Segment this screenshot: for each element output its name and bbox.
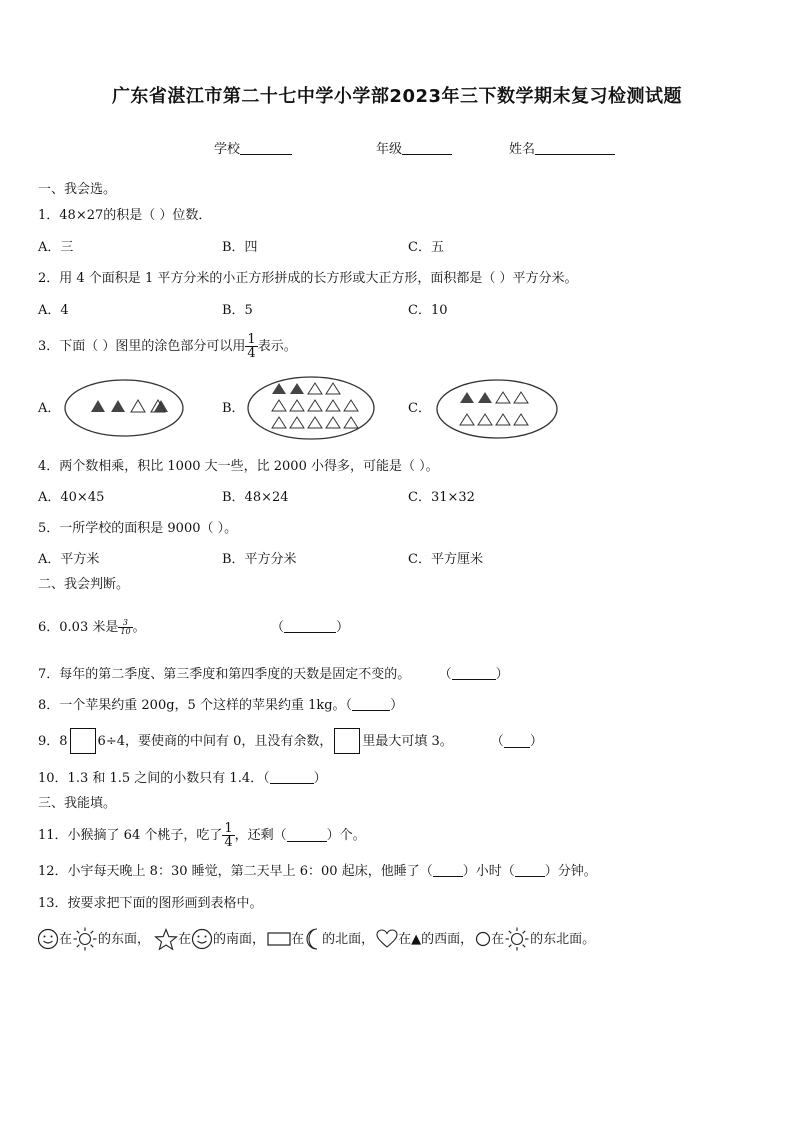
q3-fraction: [245, 333, 257, 360]
q4-option-b[interactable]: B．48×24: [222, 490, 289, 505]
smiley-icon: [191, 928, 213, 950]
q13-instructions: [37, 926, 595, 952]
name-label: 姓名: [509, 142, 536, 157]
heart-icon: [376, 929, 398, 949]
q6-answer[interactable]: [271, 620, 349, 634]
page-title: 广东省湛江市第二十七中学小学部2023年三下数学期末复习检测试题: [111, 86, 683, 107]
triangle-empty: [308, 417, 322, 428]
ellipse-outline: [248, 377, 374, 439]
question-3: [38, 328, 297, 364]
q1-option-a[interactable]: A．三: [38, 240, 74, 255]
triangle-empty: [308, 383, 322, 394]
q11-answer-blank[interactable]: [287, 829, 327, 842]
q11-fraction: [222, 822, 234, 849]
q4-option-c[interactable]: C．31×32: [408, 490, 475, 505]
q3-option-c[interactable]: C．: [408, 401, 431, 416]
q9-paren-right: ）: [529, 733, 543, 749]
q12-minutes-blank[interactable]: [515, 864, 545, 877]
sun-icon: [504, 926, 530, 952]
q12-hours-blank[interactable]: [433, 864, 463, 877]
q1-option-c[interactable]: C．五: [408, 240, 444, 255]
q9-digit-box-2: [334, 728, 360, 754]
circle-icon: [475, 931, 491, 947]
q10-paren-right: ）: [313, 771, 327, 786]
q6-paren-left: （: [271, 620, 285, 635]
sun-icon: [72, 926, 98, 952]
triangle-empty: [344, 400, 358, 411]
section-heading-3: 三、我能填。: [38, 796, 117, 811]
q13-zai-4: 在: [398, 931, 412, 947]
question-12: [38, 864, 597, 878]
q6-fraction-denominator: 10: [120, 626, 131, 636]
q3-figure-a[interactable]: [63, 377, 185, 439]
q1-option-b[interactable]: B．四: [222, 240, 258, 255]
triangle-empty: [326, 400, 340, 411]
q11-text-pre: 11．小猴摘了 64 个桃子，吃了: [38, 827, 223, 843]
question-11: [38, 819, 366, 851]
q8-answer-blank[interactable]: [352, 698, 390, 711]
school-field: [214, 142, 292, 156]
q9-answer-blank[interactable]: [504, 735, 530, 748]
triangle-empty: [514, 414, 528, 425]
q9-digit-box[interactable]: [70, 728, 96, 754]
q3-fraction-denominator: 4: [247, 345, 256, 361]
q13-part-3: 的北面，: [322, 931, 375, 947]
triangle-empty: [478, 414, 492, 425]
question-1: 1．48×27的积是（ ）位数．: [38, 208, 212, 223]
q7-paren-left: （: [438, 667, 452, 682]
q12-text-mid: ）小时（: [462, 864, 515, 879]
q8-paren-right: ）: [390, 698, 404, 713]
q3-option-a[interactable]: A．: [38, 401, 61, 416]
q13-part-5: 的东北面。: [530, 931, 596, 947]
q6-text-pre: 6．0.03 米是: [38, 619, 119, 635]
triangle-filled: [91, 400, 105, 412]
question-8: [38, 698, 403, 712]
q6-answer-blank[interactable]: [284, 620, 336, 633]
q3-text-post: 表示。: [257, 338, 297, 354]
q3-figure-b[interactable]: [246, 374, 376, 442]
q8-text: 8．一个苹果约重 200g，5 个这样的苹果约重 1kg。: [38, 698, 346, 713]
q6-fraction-numerator: 3: [122, 617, 128, 627]
triangle-empty: [496, 414, 510, 425]
q7-paren-right: ）: [495, 667, 509, 682]
q5-option-b[interactable]: B．平方分米: [222, 552, 297, 567]
triangle-empty: [272, 417, 286, 428]
q13-part-1: 的东面，: [98, 931, 151, 947]
triangle-empty: [131, 400, 145, 412]
triangle-empty: [344, 417, 358, 428]
q6-text-post: 。: [132, 619, 146, 635]
triangle-empty: [326, 383, 340, 394]
q3-fraction-numerator: 1: [247, 331, 256, 347]
q3-figure-c[interactable]: [435, 377, 559, 441]
grade-label: 年级: [376, 142, 403, 157]
q11-fraction-numerator: 1: [224, 820, 233, 836]
triangle-filled: [460, 392, 474, 403]
question-9: [38, 727, 543, 755]
q11-fraction-denominator: 4: [224, 834, 233, 850]
q5-option-a[interactable]: A．平方米: [38, 552, 100, 567]
grade-field: [376, 142, 452, 156]
q2-option-c[interactable]: C．10: [408, 303, 448, 318]
q10-paren-left: （: [263, 771, 270, 786]
q12-text-post: ）分钟。: [544, 864, 597, 879]
q2-option-b[interactable]: B．5: [222, 303, 253, 318]
question-6: [38, 612, 146, 642]
q6-fraction: [118, 619, 132, 636]
q10-text: 10．1.3 和 1.5 之间的小数只有 1.4．: [38, 771, 264, 786]
triangle-empty: [460, 414, 474, 425]
name-field: [509, 142, 615, 156]
q10-answer-blank[interactable]: [270, 771, 314, 784]
question-7: [38, 667, 509, 681]
q12-text-pre: 12．小宇每天晚上 8：30 睡觉，第二天早上 6：00 起床，他睡了（: [38, 864, 433, 879]
q11-text-post: ）个。: [326, 827, 366, 843]
q11-text-mid: ，还剩（: [234, 827, 287, 843]
q2-option-a[interactable]: A．4: [38, 303, 69, 318]
q8-paren-left: （: [345, 698, 353, 713]
q7-answer-blank[interactable]: [452, 667, 496, 680]
question-13: 13．按要求把下面的图形画到表格中。: [38, 896, 263, 911]
school-blank[interactable]: [240, 142, 292, 155]
q9-text-post: 里最大可填 3。: [362, 733, 453, 749]
triangle-empty: [290, 417, 304, 428]
q13-zai-2: 在: [178, 931, 192, 947]
q9-text-mid: 6÷4，要使商的中间有 0，且没有余数，: [97, 733, 333, 749]
name-blank[interactable]: [535, 142, 615, 155]
question-4: 4．两个数相乘，积比 1000 大一些，比 2000 小得多，可能是（ ）。: [38, 459, 439, 474]
star-icon: [154, 928, 178, 951]
q5-option-c[interactable]: C．平方厘米: [408, 552, 483, 567]
ellipse-outline: [437, 380, 557, 438]
smiley-icon: [37, 928, 59, 950]
triangle-empty: [514, 392, 528, 403]
q9-text-pre: 9．8: [38, 733, 68, 749]
q4-option-a[interactable]: A．40×45: [38, 490, 105, 505]
triangle-filled: [290, 383, 304, 394]
q13-part-4: ▲的西面，: [411, 931, 474, 947]
q3-option-b[interactable]: B．: [222, 401, 245, 416]
triangle-empty: [272, 400, 286, 411]
section-heading-2: 二、我会判断。: [38, 577, 130, 592]
triangle-filled: [272, 383, 286, 394]
grade-blank[interactable]: [402, 142, 452, 155]
triangle-filled: [478, 392, 492, 403]
q6-paren-right: ）: [336, 620, 350, 635]
q9-paren-left: （: [490, 733, 504, 749]
triangle-filled: [111, 400, 125, 412]
moon-icon: [304, 927, 322, 951]
school-label: 学校: [214, 142, 241, 157]
rectangle-icon: [267, 932, 291, 946]
triangle-empty: [496, 392, 510, 403]
q13-part-2: 的南面，: [213, 931, 266, 947]
triangle-empty: [326, 417, 340, 428]
q13-zai-5: 在: [491, 931, 505, 947]
triangle-empty: [308, 400, 322, 411]
question-10: [38, 771, 327, 785]
q13-zai-1: 在: [59, 931, 73, 947]
section-heading-1: 一、我会选。: [38, 182, 117, 197]
q3-text-pre: 3．下面（ ）图里的涂色部分可以用: [38, 338, 246, 354]
triangle-empty: [290, 400, 304, 411]
q7-text: 7．每年的第二季度、第三季度和第四季度的天数是固定不变的。: [38, 667, 411, 682]
question-2: 2．用 4 个面积是 1 平方分米的小正方形拼成的长方形或大正方形，面积都是（ ）平方分米。: [38, 271, 578, 286]
q13-zai-3: 在: [291, 931, 305, 947]
question-5: 5．一所学校的面积是 9000（ ）。: [38, 521, 238, 536]
